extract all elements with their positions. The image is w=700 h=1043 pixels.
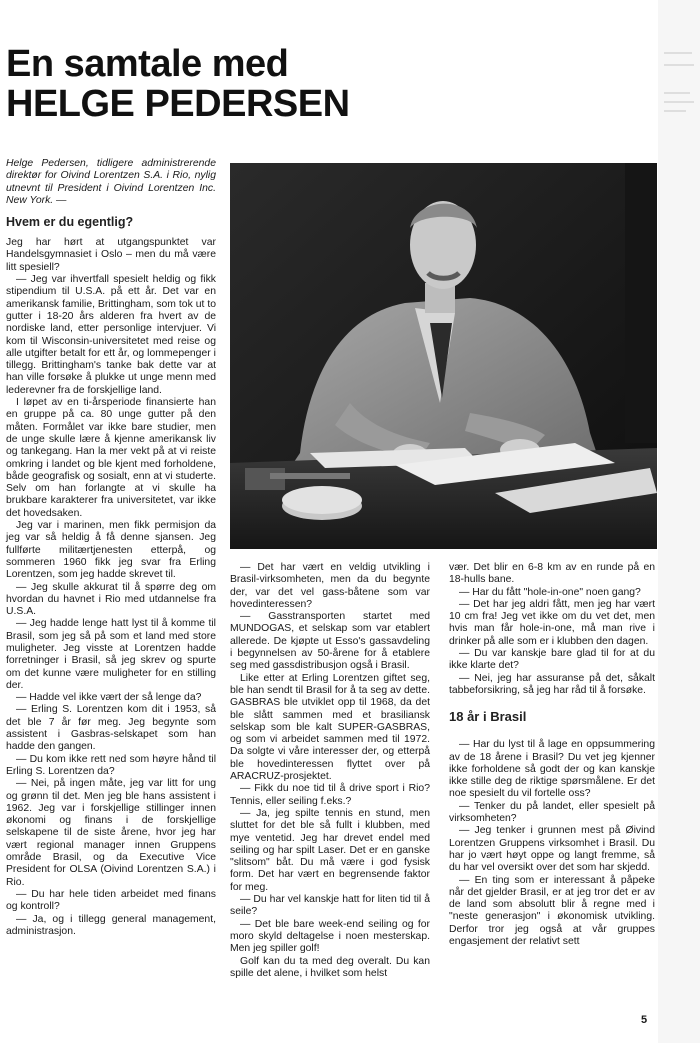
paragraph: — En ting som er interessant å påpeke når det gjelder Brasil, er at jeg tror det er av de land som absolutt blir å regne med i "neste generasjon" i økonomisk utvikling. Derfor tror jeg også at vår gruppes engasjement der relativt sett xyxy=(449,874,655,948)
page-number: 5 xyxy=(641,1014,648,1026)
paragraph: Golf kan du ta med deg overalt. Du kan spille det alene, i hvilket som helst xyxy=(230,955,430,979)
photo-illustration xyxy=(230,163,657,549)
paragraph: — Erling S. Lorentzen kom dit i 1953, så det ble 7 år før meg. Jeg begynte som assistent i Gasbras-selskapet som han hadde den gangen. xyxy=(6,704,216,753)
paragraph: — Jeg var ihvertfall spesielt heldig og fikk stipendium til U.S.A. på ett år. Det var en amerikansk familie, Brittingham, som tok ut to gutter i 18-20 års alderen fra hvert av de nordiske land, etter personlige intervjuer. Vi kom til Wisconsin-universitetet med reise og alle utgifter betalt for ett år, og lommepenger i tillegg. Brittingham's tanke bak dette var at han ville forsøke å plukke ut unge menn med lederevner fra de forskjellige land. xyxy=(6,274,216,396)
paragraph: — Tenker du på landet, eller spesielt på virksomheten? xyxy=(449,800,655,825)
column-middle xyxy=(230,562,430,980)
paragraph: — Det ble bare week-end seiling og for moro skyld deltagelse i noen mesterskap. Men jeg spiller golf! xyxy=(230,918,430,955)
paragraph: — Gasstransporten startet med MUNDOGAS, et selskap som var etablert allerede. De kjøpte ut Esso's gassavdeling i begynnelsen av 50-årene for å etablere seg med gassdistribusjon også i Brasil. xyxy=(230,611,430,672)
section-subheading: 18 år i Brasil xyxy=(449,709,527,725)
article-title xyxy=(6,44,646,124)
paragraph: — Nei, på ingen måte, jeg var litt for ung og grønn til det. Men jeg ble hans assistent i 1962. Jeg var i forskjellige stillinger innen økonomi og finans i de forskjellige selskapene til de siste årene, hvor jeg har vært regional manager innen Gruppens område Brasil, og da Executive Vice President for OLSA (Oivind Lorentzen S.A.) i Rio. xyxy=(6,778,216,888)
paragraph: — Du var kanskje bare glad til for at du ikke klarte det? xyxy=(449,648,655,672)
paragraph: — Ja, og i tillegg general management, administrasjon. xyxy=(6,913,216,937)
paragraph: — Fikk du noe tid til å drive sport i Rio? Tennis, eller seiling f.eks.? xyxy=(230,783,430,807)
paragraph: Jeg var i marinen, men fikk permisjon da jeg var så heldig å få denne sjansen. Jeg fullførte militærtjenesten etterpå, og sommeren 1960 fikk jeg svar fra Erling Lorentzen, som jeg hadde skrevet til. xyxy=(6,520,216,581)
question-heading: Hvem er du egentlig? xyxy=(6,215,134,230)
paragraph: — Nei, jeg har assuranse på det, såkalt tabbeforsikring, så jeg har råd til å forsøke. xyxy=(449,672,655,696)
paragraph: — Ja, jeg spilte tennis en stund, men sluttet for det ble så fullt i klubben, med mye ventetid. Jeg har drevet endel med seiling og har spilt Laser. Det er en ganske "slitsom" båt. Du må være i god fysisk form. Det har vært en begrensende faktor for meg. xyxy=(230,807,430,893)
adjacent-page-edge xyxy=(658,0,700,1043)
paragraph: — Jeg tenker i grunnen mest på Øivind Lorentzen Gruppens virksomhet i Brasil. Du har jo vært høyt oppe og langt fremme, så du har vel oversikt over det som har skjedd. xyxy=(449,825,655,874)
paragraph: — Har du lyst til å lage en oppsummering av de 18 årene i Brasil? Du vet jeg kjenner ikke forholdene så godt der og kan kanskje ikke stille deg de riktige spørsmålene. Er det noe spesielt du vil fortelle oss? xyxy=(449,739,655,800)
paragraph: — Har du fått "hole-in-one" noen gang? xyxy=(459,586,641,598)
paragraph: — Jeg hadde lenge hatt lyst til å komme til Brasil, som jeg så på som et land med store muligheter. Jeg visste at Lorentzen hadde forretninger i Brasil, så jeg skrev og spurte om det kunne være muligheter for en stilling der. xyxy=(6,618,216,691)
paragraph: — Du kom ikke rett ned som høyre hånd til Erling S. Lorentzen da? xyxy=(6,753,216,777)
paragraph: — Det har jeg aldri fått, men jeg har vært 10 cm fra! Jeg vet ikke om du vet det, men hvis man får hole-in-one, må man rive i drinker på alle som er i klubben den dagen. xyxy=(449,598,655,647)
paragraph: — Du har vel kanskje hatt for liten tid til å seile? xyxy=(230,894,430,918)
paragraph: vær. Det blir en 6-8 km av en runde på en 18-hulls bane. xyxy=(449,562,655,586)
intro-text: Helge Pedersen, tidligere administrerende direktør for Oivind Lorentzen S.A. i Rio, nylig utnevnt til President i Oivind Lorentzen Inc. New York. — xyxy=(6,158,216,206)
paragraph: — Du har hele tiden arbeidet med finans og kontroll? xyxy=(6,888,216,913)
column-right xyxy=(449,562,655,948)
paragraph: — Jeg skulle akkurat til å spørre deg om hvordan du havnet i Rio med utdannelse fra U.S.A. xyxy=(6,581,216,618)
portrait-photo xyxy=(230,163,657,549)
paragraph: — Det har vært en veldig utvikling i Brasil-virksomheten, men da du begynte der, var det vel gass-båtene som var hovedinteressen? xyxy=(230,562,430,610)
title-line-1: En samtale med xyxy=(6,43,289,85)
paragraph: Like etter at Erling Lorentzen giftet seg, ble han sendt til Brasil for å ta seg av dette. GASBRAS ble utviklet opp til 1968, da det ble slått sammen med et brasiliansk selskap som ble kalt SUPER-GASBRAS, og som vi arbeidet sammen med til 1972. Da solgte vi våre interesser der, og etterpå ble hovedinteressen flyttet over på ARACRUZ-prosjektet. xyxy=(230,672,430,783)
paragraph: — Hadde vel ikke vært der så lenge da? xyxy=(16,692,202,704)
paragraph: Jeg har hørt at utgangspunktet var Handelsgymnasiet i Oslo – men du må være litt spesiell? xyxy=(6,237,216,273)
paragraph: I løpet av en ti-årsperiode finansierte han en gruppe på ca. 80 unge gutter på den måten. Formålet var ikke bare studier, men de unge skulle lære å kjenne amerikansk liv og tankegang. Han la mer vekt på at vi reiste omkring i landet og ble kjent med forholdene, både geografisk og sosialt, enn at vi studerte. Selv om han forlangte at vi skulle ha brukbare karakterer fra universitetet, var ikke det hovedsaken. xyxy=(6,397,216,519)
title-line-2: HELGE PEDERSEN xyxy=(6,83,350,125)
column-left xyxy=(6,158,216,938)
